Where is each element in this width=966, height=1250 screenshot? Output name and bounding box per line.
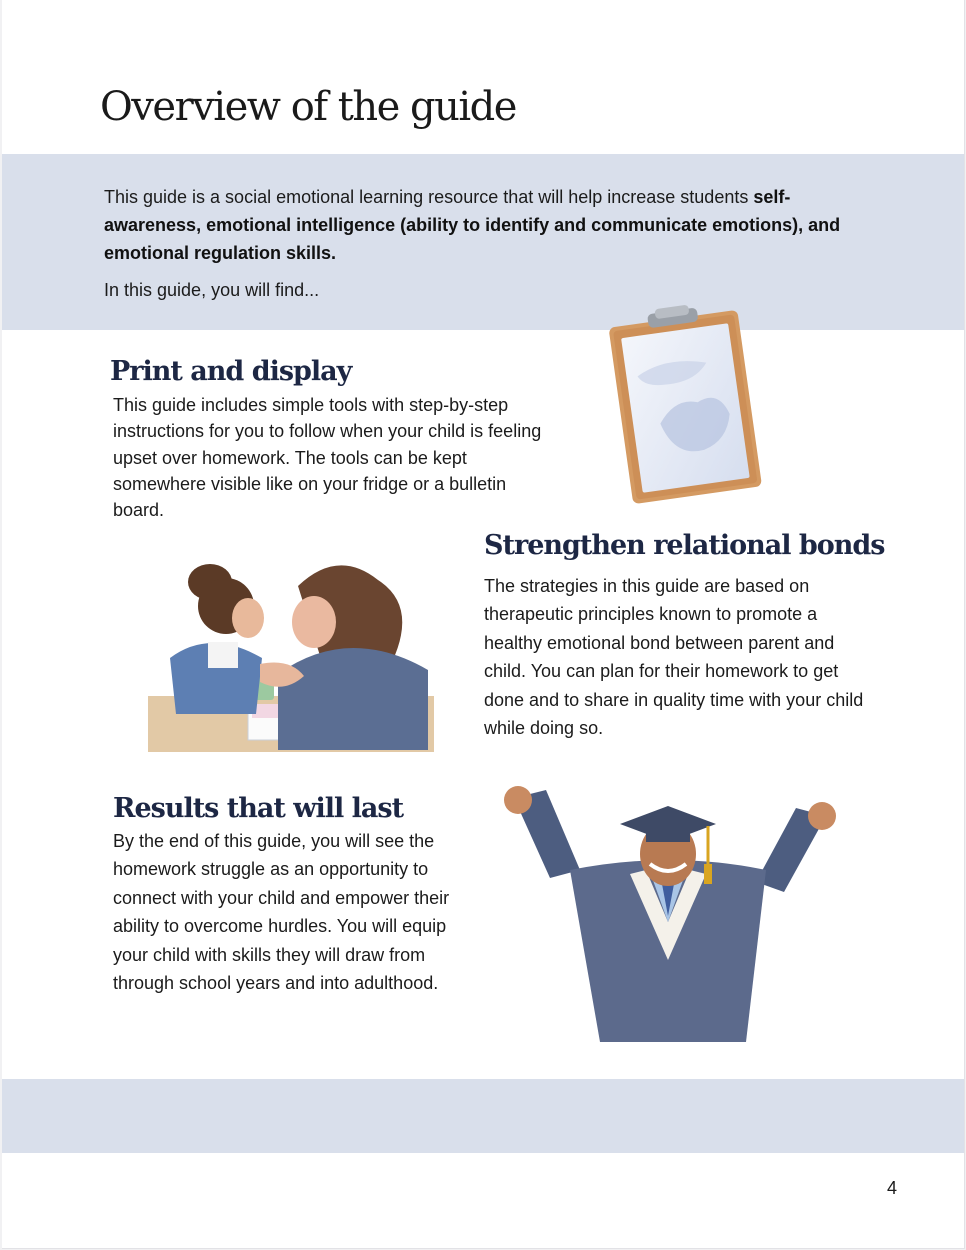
- page-number: 4: [887, 1178, 898, 1198]
- intro-find-text: In this guide, you will find...: [104, 280, 320, 300]
- section-text-print-display: This guide includes simple tools with step-by-step instructions for you to follow when your child is feeling upset over homework. The tools can be kept somewhere visible like on your fridge or a bulletin board.: [113, 395, 542, 521]
- section-text-relational-bonds: The strategies in this guide are based on therapeutic principles known to promote a healthy emotional bond between parent and child. You can plan for their homework to get done and to share in quality time with your child while doing so.: [484, 576, 864, 739]
- mother-child-illustration: [148, 546, 434, 752]
- section-title-results-last: Results that will last: [113, 793, 404, 824]
- intro-bold-text: self-awareness, emotional intelligence (ability to identify and communicate emotions), and emotional regulation skills.: [104, 187, 841, 263]
- section-text-results-last: By the end of this guide, you will see the homework struggle as an opportunity to connect with your child and empower their ability to overcome hurdles. You will equip your child with skills they will draw from through school years and into adulthood.: [113, 831, 450, 994]
- section-title-relational-bonds: Strengthen relational bonds: [484, 530, 885, 561]
- clipboard-illustration: [598, 300, 772, 510]
- document-page: [2, 0, 965, 1249]
- intro-paragraph: [104, 183, 874, 267]
- intro-lead-text: This guide is a social emotional learning resource that will help increase students: [104, 187, 754, 207]
- section-title-print-display: Print and display: [110, 356, 352, 387]
- page-title: Overview of the guide: [100, 84, 516, 130]
- footer-band: [2, 1079, 965, 1153]
- graduate-illustration: [500, 784, 840, 1042]
